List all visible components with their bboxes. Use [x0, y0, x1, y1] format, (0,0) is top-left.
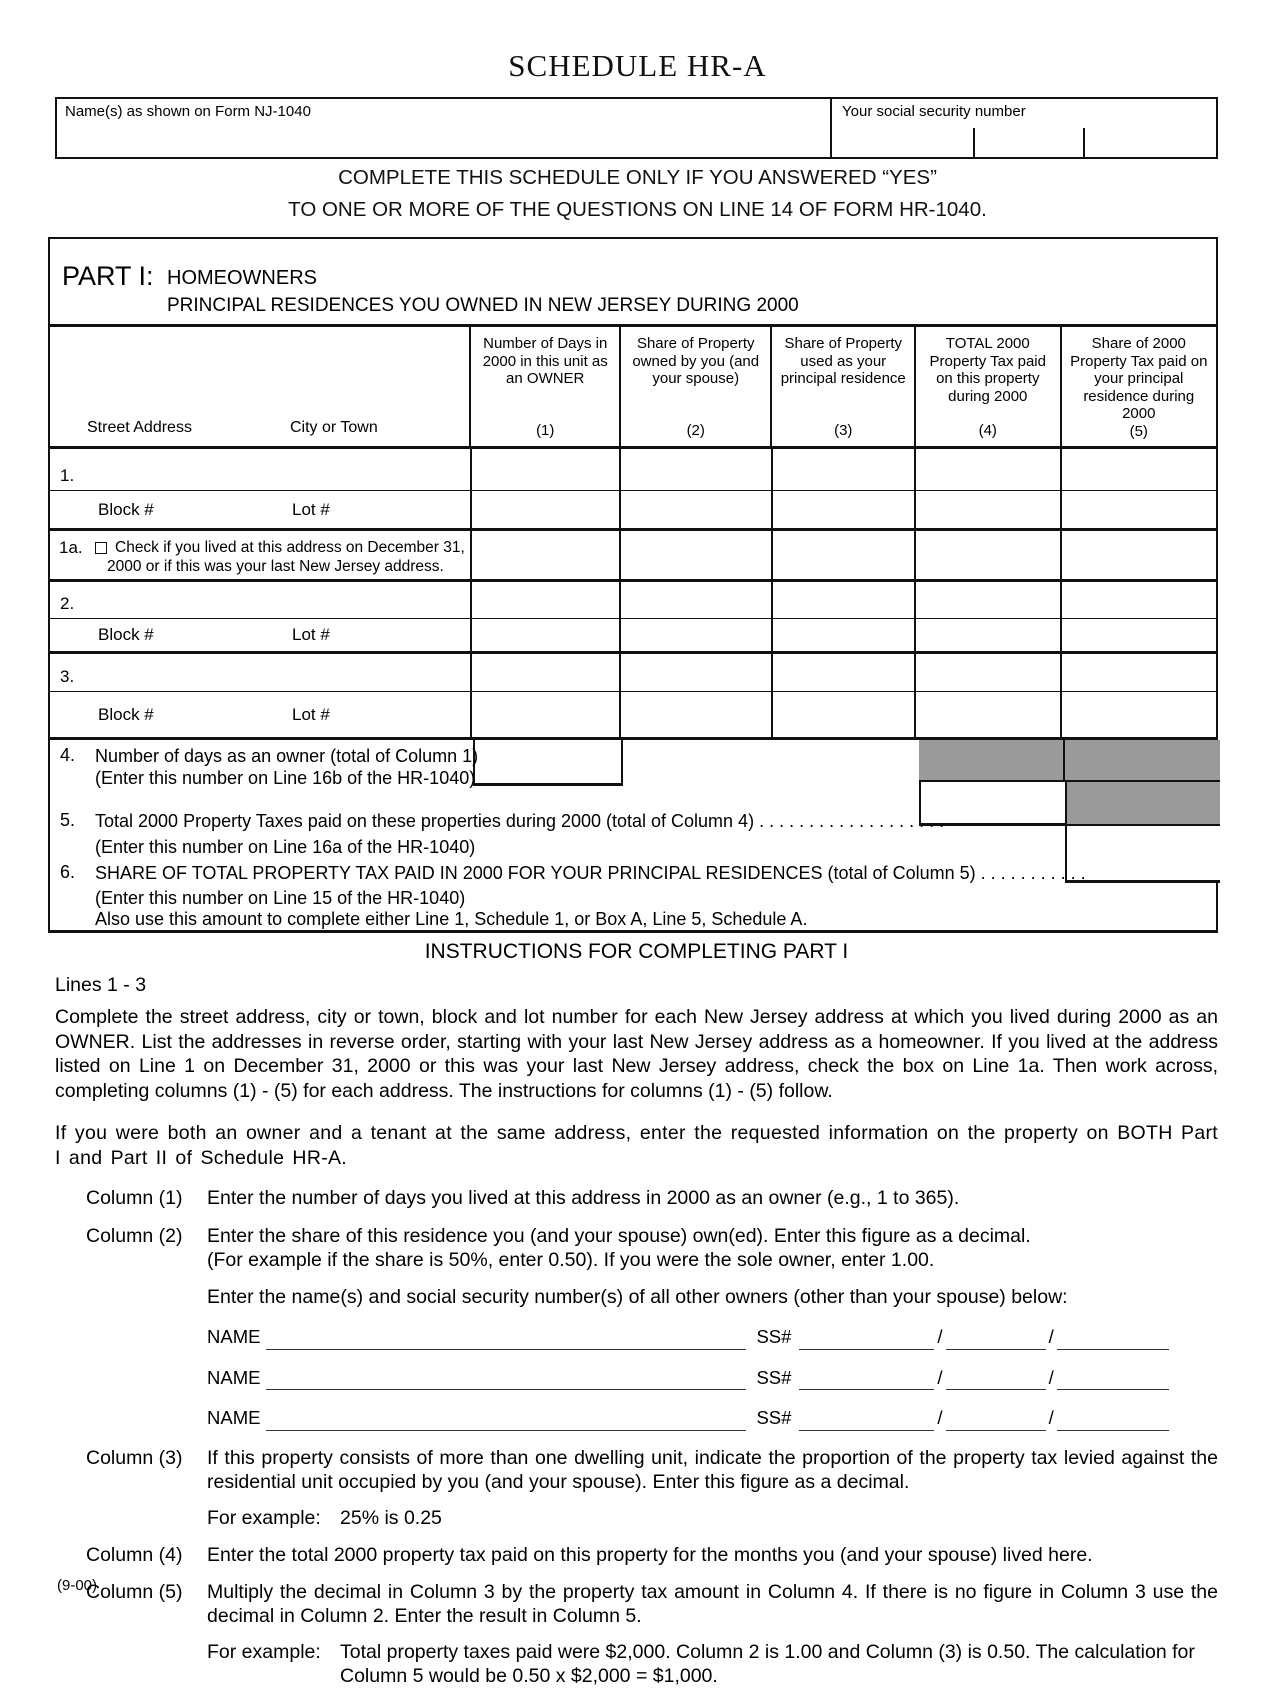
row-number-label: 1. — [60, 466, 75, 485]
part1-header — [50, 239, 1216, 327]
line6-number: 6. — [60, 862, 76, 882]
col2-desc: Share of Property owned by you (and your spouse) — [632, 335, 760, 387]
entry-cell[interactable] — [773, 531, 917, 579]
table-row — [50, 491, 1216, 531]
example-label: For example: — [207, 1506, 321, 1529]
ssn-field[interactable] — [832, 99, 1216, 157]
entry-cell[interactable] — [472, 654, 621, 691]
lines-1-3-label: Lines 1 - 3 — [55, 973, 147, 996]
owner-name-underline[interactable] — [266, 1409, 746, 1431]
block-label: Block # — [98, 499, 154, 519]
column-1-text: Enter the number of days you lived at this address in 2000 as an owner (e.g., 1 to 365). — [207, 1187, 960, 1209]
line4-text: Number of days as an owner (total of Column 1) (Enter this number on Line 16b of the HR-1040) — [95, 746, 479, 788]
line6-also-note: Also use this amount to complete either Line 1, Schedule 1, or Box A, Line 5, Schedule A. — [95, 909, 808, 929]
notice-line-1: COMPLETE THIS SCHEDULE ONLY IF YOU ANSWERED “YES” — [338, 166, 937, 189]
entry-cell[interactable] — [621, 654, 772, 691]
column-4-text: Enter the total 2000 property tax paid on this property for the months you (and your spouse) lived here. — [207, 1544, 1093, 1566]
table-row-1a — [50, 531, 1216, 582]
ssn-segment-underline[interactable] — [1057, 1409, 1169, 1431]
slash: / — [1048, 1326, 1054, 1347]
column-5-label: Column (5) — [86, 1580, 183, 1603]
column-4-label: Column (4) — [86, 1544, 183, 1566]
row-number-label: 2. — [60, 594, 75, 613]
entry-cell[interactable] — [472, 531, 621, 579]
col1-desc: Number of Days in 2000 in this unit as an OWNER — [482, 335, 608, 387]
entry-cell[interactable] — [472, 692, 621, 737]
form-revision: (9-00) — [57, 1577, 98, 1594]
example-label: For example: — [207, 1640, 321, 1663]
line6-text: SHARE OF TOTAL PROPERTY TAX PAID IN 2000 FOR YOUR PRINCIPAL RESIDENCES (total of Column 5) . . . . . . . . . . . — [95, 863, 1086, 883]
ssn-segment-underline[interactable] — [946, 1328, 1046, 1350]
column-2-text: Enter the share of this residence you (and your spouse) own(ed). Enter this figure as a decimal. (For example if the share is 50%, enter 0.50). If you were the sole owner, enter 1.00. — [207, 1224, 1031, 1271]
row1-col2-cell[interactable] — [621, 449, 772, 490]
example-text: Total property taxes paid were $2,000. Column 2 is 1.00 and Column (3) is 0.50. The calculation for Column 5 would be 0.50 x $2,000 = $1,000. — [340, 1640, 1195, 1687]
row1-col1-cell[interactable] — [472, 449, 621, 490]
shaded-cell-cols4-5 — [919, 740, 1220, 782]
col1-num: (1) — [536, 421, 555, 439]
entry-cell[interactable] — [773, 654, 917, 691]
block-label: Block # — [98, 704, 154, 724]
leader-dots: . . . . . . . . . . . — [980, 863, 1086, 883]
notice-line-2: TO ONE OR MORE OF THE QUESTIONS ON LINE 14 OF FORM HR-1040. — [288, 198, 987, 221]
entry-cell[interactable] — [621, 491, 772, 528]
col5-header — [1062, 327, 1216, 446]
col5-num: (5) — [1129, 422, 1148, 440]
table-row — [50, 692, 1216, 740]
ssn-divider-tick — [973, 128, 975, 157]
line5-text: Total 2000 Property Taxes paid on these properties during 2000 (total of Column 4) . . . . . . . . . . . . . . . . . . . — [95, 811, 945, 831]
shaded-cell-col5 — [1067, 782, 1220, 826]
row1-address-cell[interactable] — [50, 449, 472, 490]
part1-section — [48, 237, 1218, 933]
line5-number: 5. — [60, 810, 76, 830]
entry-cell[interactable] — [621, 619, 772, 651]
column-3-example — [207, 1506, 1218, 1531]
col4-desc: TOTAL 2000 Property Tax paid on this property during 2000 — [929, 335, 1046, 405]
column-3-label: Column (3) — [86, 1446, 183, 1469]
ssn-segment-underline[interactable] — [1057, 1328, 1169, 1350]
ssn-segment-underline[interactable] — [946, 1409, 1046, 1431]
entry-cell[interactable] — [472, 619, 621, 651]
lived-here-checkbox[interactable] — [95, 542, 107, 554]
entry-cell[interactable] — [621, 692, 772, 737]
column-1-instruction — [55, 1186, 1218, 1211]
entry-cell[interactable] — [621, 531, 772, 579]
column-5-example — [207, 1640, 1218, 1689]
instructions-para-1: Complete the street address, city or town, block and lot number for each New Jersey address at which you lived during 2000 as an OWNER. List the addresses in reverse order, starting with your last New Jersey address as a homeowner. If you lived at the address listed on Line 1 on December 31, 2000 or this was your last New Jersey address, check the box on Line 1a. Then work across, completing columns (1) - (5) for each address. The instructions for columns (1) - (5) follow. — [55, 1006, 1218, 1102]
entry-cell[interactable] — [1062, 654, 1216, 691]
lot-label: Lot # — [292, 499, 330, 519]
taxpayer-name-field[interactable] — [57, 99, 832, 157]
slash: / — [937, 1326, 943, 1347]
column-1-label: Column (1) — [86, 1187, 183, 1209]
column-2-instruction — [55, 1224, 1218, 1273]
part1-label: PART I: — [62, 261, 154, 291]
row3-address-cell[interactable] — [50, 654, 472, 691]
entry-cell[interactable] — [773, 582, 917, 618]
col3-desc: Share of Property used as your principal residence — [780, 335, 906, 387]
owner-name-ssn-row — [207, 1406, 1218, 1431]
entry-cell[interactable] — [916, 692, 1061, 737]
block-label: Block # — [98, 625, 154, 644]
col3-num: (3) — [834, 421, 853, 439]
ssn-label: SS# — [756, 1366, 792, 1388]
row2-address-cell[interactable] — [50, 582, 472, 618]
row1-block-lot-cell[interactable] — [50, 491, 472, 528]
entry-cell[interactable] — [916, 491, 1061, 528]
entry-cell[interactable] — [916, 654, 1062, 691]
taxpayer-name-label: Name(s) as shown on Form NJ-1040 — [65, 103, 311, 120]
column-3-text: If this property consists of more than one dwelling unit, indicate the proportion of the property tax levied against the residential unit occupied by you (and your spouse). Enter this figure as a decimal. — [207, 1446, 1218, 1493]
owner-name-ssn-row — [207, 1366, 1218, 1391]
line4-days-entry-box[interactable] — [473, 740, 623, 786]
row1-col5-cell[interactable] — [1062, 449, 1216, 490]
entry-cell[interactable] — [472, 491, 621, 528]
instructions-heading: INSTRUCTIONS FOR COMPLETING PART I — [424, 940, 849, 963]
row3-block-lot-cell[interactable] — [50, 692, 472, 737]
name-label: NAME — [207, 1407, 261, 1428]
page-title: SCHEDULE HR-A — [508, 48, 767, 83]
taxpayer-header-box — [55, 97, 1218, 159]
row-number-label: 1a. — [59, 538, 83, 557]
entry-cell[interactable] — [916, 619, 1061, 651]
street-address-label: Street Address — [87, 419, 192, 436]
row-number-label: 3. — [60, 667, 75, 686]
table-row — [50, 582, 1216, 619]
column-5-instruction — [55, 1580, 1218, 1629]
column-4-instruction — [55, 1543, 1218, 1568]
other-owners-note: Enter the name(s) and social security number(s) of all other owners (other than your spouse) below: — [207, 1285, 1068, 1308]
ssn-label: Your social security number — [842, 103, 1026, 120]
line4-number: 4. — [60, 745, 76, 765]
col2-header — [621, 327, 773, 446]
entry-cell[interactable] — [1062, 692, 1216, 737]
leader-dots: . . . . . . . . . . . . . . . . . . . — [759, 811, 945, 831]
address-header-cell — [50, 327, 471, 446]
entry-cell[interactable] — [621, 582, 772, 618]
entry-cell[interactable] — [472, 582, 621, 618]
ssn-segment-underline[interactable] — [1057, 1368, 1169, 1390]
ssn-segment-underline[interactable] — [946, 1368, 1046, 1390]
instructions-section — [55, 940, 1218, 1689]
name-label: NAME — [207, 1326, 261, 1347]
line6-note: (Enter this number on Line 15 of the HR-1040) — [95, 888, 466, 908]
column-divider — [1063, 740, 1065, 780]
slash: / — [1048, 1407, 1054, 1428]
ssn-segment-underline[interactable] — [799, 1368, 934, 1390]
row1a-cell — [50, 531, 472, 579]
col3-header — [772, 327, 916, 446]
entry-cell[interactable] — [916, 582, 1062, 618]
ssn-label: SS# — [756, 1326, 792, 1347]
ssn-divider-tick — [1083, 128, 1085, 157]
entry-cell[interactable] — [916, 531, 1062, 579]
slash: / — [937, 1366, 943, 1388]
totals-section — [50, 740, 1216, 928]
line6-share-entry-box[interactable] — [1065, 826, 1220, 883]
column-3-instruction — [55, 1446, 1218, 1495]
column-2-label: Column (2) — [86, 1224, 183, 1247]
part1-subtitle: PRINCIPAL RESIDENCES YOU OWNED IN NEW JERSEY DURING 2000 — [167, 295, 799, 316]
line5-note: (Enter this number on Line 16a of the HR-1040) — [95, 837, 476, 857]
table-header-row — [50, 327, 1216, 449]
column-5-text: Multiply the decimal in Column 3 by the property tax amount in Column 4. If there is no figure in Column 3 use the decimal in Column 2. Enter the result in Column 5. — [207, 1580, 1218, 1627]
table-row — [50, 654, 1216, 692]
example-text: 25% is 0.25 — [340, 1506, 442, 1529]
entry-cell[interactable] — [1062, 582, 1216, 618]
ssn-segment-underline[interactable] — [799, 1409, 934, 1431]
row2-block-lot-cell[interactable] — [50, 619, 472, 651]
name-label: NAME — [207, 1366, 261, 1388]
ssn-label: SS# — [756, 1407, 792, 1428]
ssn-segment-underline[interactable] — [799, 1328, 934, 1350]
owner-name-ssn-row — [207, 1325, 1218, 1350]
slash: / — [1048, 1366, 1054, 1388]
table-row — [50, 619, 1216, 654]
table-row — [50, 449, 1216, 491]
entry-cell[interactable] — [773, 619, 916, 651]
col4-num: (4) — [978, 421, 997, 439]
lot-label: Lot # — [292, 625, 330, 644]
slash: / — [937, 1407, 943, 1428]
col4-header — [916, 327, 1062, 446]
owner-name-underline[interactable] — [266, 1368, 746, 1390]
col2-num: (2) — [686, 421, 705, 439]
city-or-town-label: City or Town — [290, 419, 378, 436]
entry-cell[interactable] — [1062, 531, 1216, 579]
row1a-text: Check if you lived at this address on December 31, 2000 or if this was your last New Jersey address. — [107, 539, 465, 575]
row1-col3-cell[interactable] — [773, 449, 917, 490]
col1-header — [471, 327, 621, 446]
row1-col4-cell[interactable] — [916, 449, 1062, 490]
instructions-para-2: If you were both an owner and a tenant at the same address, enter the requested information on the property on BOTH Part I and Part II of Schedule HR-A. — [55, 1122, 1218, 1169]
part1-title: HOMEOWNERS — [167, 267, 317, 289]
entry-cell[interactable] — [1062, 619, 1216, 651]
owner-name-underline[interactable] — [266, 1328, 746, 1350]
entry-cell[interactable] — [773, 491, 916, 528]
col5-desc: Share of 2000 Property Tax paid on your principal residence during 2000 — [1070, 335, 1208, 422]
lot-label: Lot # — [292, 704, 330, 724]
entry-cell[interactable] — [773, 692, 916, 737]
entry-cell[interactable] — [1062, 491, 1216, 528]
